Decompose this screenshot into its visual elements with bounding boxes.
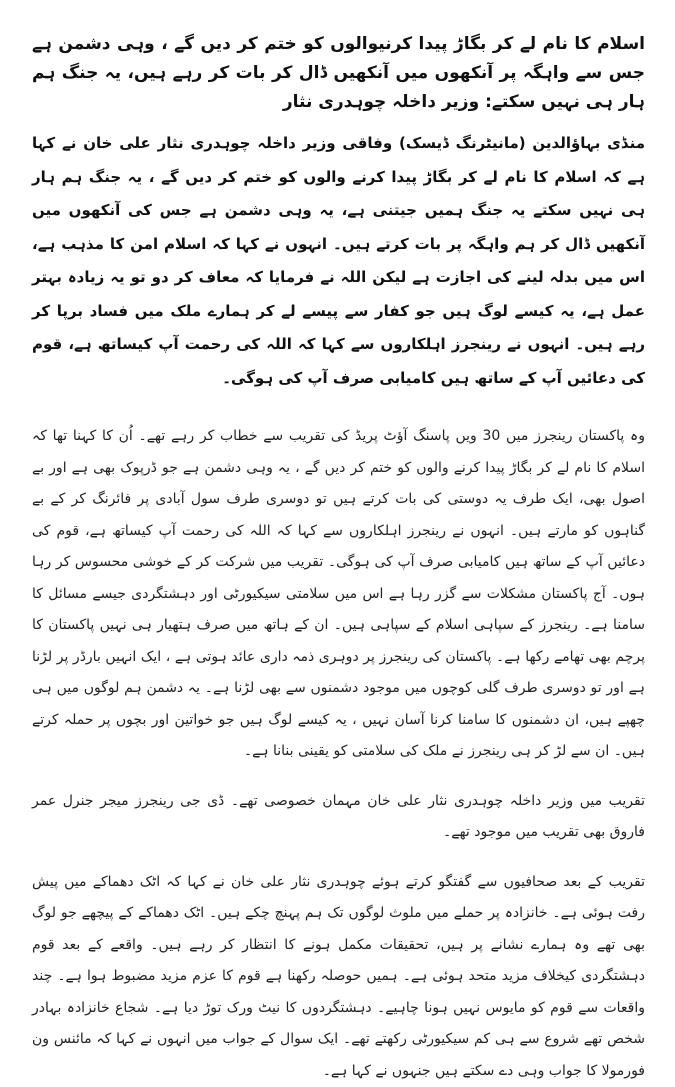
article-paragraph: تقریب میں وزیر داخلہ چوہدری نثار علی خان مہمان خصوصی تھے۔ ڈی جی رینجرز میجر جنرل عمر فاروق بھی تقریب میں موجود تھے۔ bbox=[32, 786, 645, 849]
article-headline: اسلام کا نام لے کر بگاڑ پیدا کرنیوالوں کو ختم کر دیں گے ، وہی دشمن ہے جس سے واہگہ پر آنکھوں میں آنکھیں ڈال کر بات کر رہے ہیں، یہ جنگ ہم ہار ہی نہیں سکتے: وزیر داخلہ چوہدری نثار bbox=[32, 30, 645, 117]
article-paragraph: تقریب کے بعد صحافیوں سے گفتگو کرتے ہوئے چوہدری نثار علی خان نے کہا کہ اٹک دھماکے میں پیش رفت ہوئی ہے۔ خانزادہ پر حملے میں ملوث لوگوں تک ہم پہنچ چکے ہیں۔ اٹک دھماکے کے پیچھے جو لوگ بھی تھے وہ ہمارے نشانے پر ہیں، تحقیقات مکمل ہونے کا انتظار کر رہے ہیں۔ واقعے کے بعد قوم دہشتگردی کیخلاف مزید متحد ہوئی ہے۔ ہمیں حوصلہ رکھنا ہے قوم کا عزم مزید مضبوط ہوا ہے۔ چند واقعات سے قوم کو مایوس نہیں ہونا چاہیے۔ دہشتگردوں کا نیٹ ورک توڑ دیا ہے۔ شجاع خانزادہ بہادر شخص تھے شروع سے ہی کم سیکیورٹی رکھتے تھے۔ ایک سوال کے جواب میں انہوں نے کہا کہ مائنس ون فورمولا کا جواب وہی دے سکتے ہیں جنہوں نے کہا ہے۔ bbox=[32, 867, 645, 1087]
article-intro: منڈی بہاؤالدین (مانیٹرنگ ڈیسک) وفاقی وزیر داخلہ چوہدری نثار علی خان نے کہا ہے کہ اسلام کا نام لے کر بگاڑ پیدا کرنے والوں کو ختم کر دیں گے ، یہ جنگ ہم ہار ہی نہیں سکتے یہ جنگ ہمیں جیتنی ہے، یہ وہی دشمن ہے جس کی آنکھوں میں آنکھیں ڈال کر ہم واہگہ پر بات کرتے ہیں۔ انہوں نے کہا کہ اسلام امن کا مذہب ہے، اس میں بدلہ لینے کی اجازت ہے لیکن اللہ نے فرمایا کہ معاف کر دو تو یہ زیادہ بہتر عمل ہے، یہ کیسے لوگ ہیں جو کفار سے پیسے لے کر ہمارے ملک میں فساد برپا کر رہے ہیں۔ انہوں نے رینجرز اہلکاروں سے کہا کہ اللہ کی رحمت آپ کیساتھ ہے، قوم کی دعائیں آپ کے ساتھ ہیں کامیابی صرف آپ کی ہوگی۔ bbox=[32, 127, 645, 395]
article-paragraph: وہ پاکستان رینجرز میں 30 ویں پاسنگ آؤٹ پریڈ کی تقریب سے خطاب کر رہے تھے۔ اُن کا کہنا تھا کہ اسلام کا نام لے کر بگاڑ پیدا کرنے والوں کو ختم کر دیں گے ، یہ وہی دشمن ہے جو ڈرپوک بھی ہے اور بے اصول بھی، ایک طرف یہ دوستی کی بات کرتے ہیں تو دوسری طرف سول آبادی پر فائرنگ کر کے بے گناہوں کو مارتے ہیں۔ انہوں نے رینجرز اہلکاروں سے کہا کہ اللہ کی رحمت آپ کیساتھ ہے، قوم کی دعائیں آپ کے ساتھ ہیں کامیابی صرف آپ کی ہوگی۔ تقریب میں شرکت کر کے خوشی محسوس کر رہا ہوں۔ آج پاکستان مشکلات سے گزر رہا ہے اس میں سلامتی سیکیورٹی اور دہشتگردی جیسے مسائل کا سامنا ہے۔ رینجرز کے سپاہی اسلام کے سپاہی ہیں۔ ان کے ہاتھ میں صرف ہتھیار ہی نہیں پاکستان کا پرچم بھی تھامے رکھا ہے۔ پاکستان کی رینجرز پر دوہری ذمہ داری عائد ہوتی ہے ، ایک انہیں بارڈر پر لڑنا ہے اور تو دوسری طرف گلی کوچوں میں موجود دشمنوں سے بھی لڑنا ہے۔ یہ دشمن ہم لوگوں میں ہی چھپے ہیں، ان دشمنوں کا سامنا کرنا آسان نہیں ، یہ کیسے لوگ ہیں جو خواتین اور بچوں پر حملہ کرتے ہیں۔ ان سے لڑ کر ہی رینجرز نے ملک کی سلامتی کو یقینی بنانا ہے۔ bbox=[32, 421, 645, 768]
